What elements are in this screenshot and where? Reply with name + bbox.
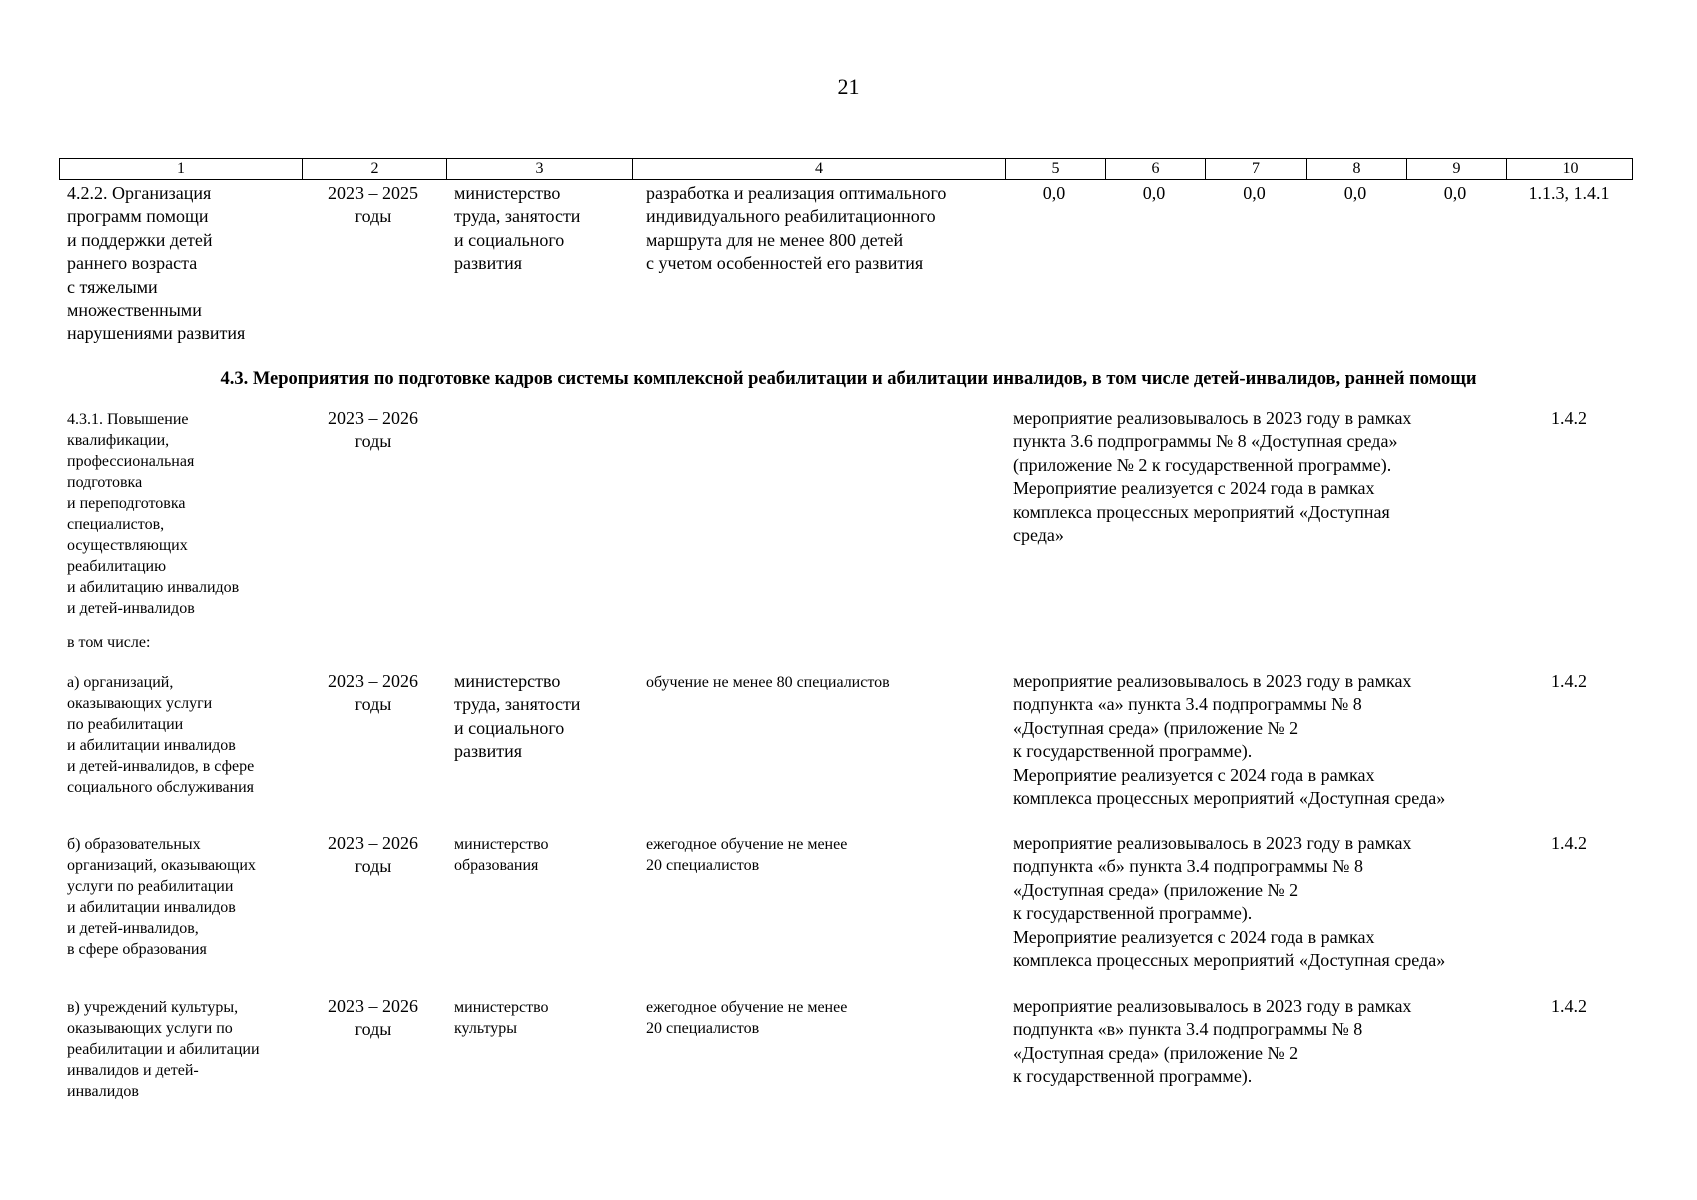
row-422-result: разработка и реализация оптимального индивидуального реабилитационного маршрута для не менее 800 детей с учетом особенностей его развития [646,183,947,274]
column-number-header [59,158,1633,180]
row-431-period: 2023 – 2026 годы [328,408,418,452]
row-431-col10: 1.4.2 [1551,408,1587,428]
row-b-col10: 1.4.2 [1551,833,1587,853]
row-b-name: б) образовательных организаций, оказывающих услуги по реабилитации и абилитации инвалидов и детей-инвалидов, в сфере образования [67,836,256,958]
row-b-executor: министерство образования [454,836,549,874]
row-v-name: в) учреждений культуры, оказывающих услуги по реабилитации и абилитации инвалидов и детей- инвалидов [67,999,260,1100]
row-b-result: ежегодное обучение не менее 20 специалистов [646,836,848,874]
row-431-including: в том числе: [67,634,151,651]
row-a-period: 2023 – 2026 годы [328,671,418,715]
row-v-result: ежегодное обучение не менее 20 специалистов [646,999,848,1037]
column-number-7: 7 [1205,159,1306,179]
row-422-col6: 0,0 [1142,183,1166,203]
row-v-col10: 1.4.2 [1551,996,1587,1016]
page-number: 21 [837,74,860,99]
row-422-col9: 0,0 [1443,183,1467,203]
row-431-name: 4.3.1. Повышение квалификации, профессиональная подготовка и переподготовка специалистов, осуществляющих реабилитацию и абилитацию инвалидов и детей-инвалидов [67,411,240,617]
row-a-note: мероприятие реализовывалось в 2023 году в рамках подпункта «а» пункта 3.4 подпрограммы № 8 «Доступная среда» (приложение № 2 к государственной программе). Мероприятие реализуется с 2024 года в рамках комплекса процессных мероприятий «Доступная среда» [1013,671,1446,809]
row-a-executor: министерство труда, занятости и социального развития [454,671,581,762]
row-422-col8: 0,0 [1343,183,1367,203]
column-number-4: 4 [632,159,1005,179]
row-b-note: мероприятие реализовывалось в 2023 году в рамках подпункта «б» пункта 3.4 подпрограммы № 8 «Доступная среда» (приложение № 2 к государственной программе). Мероприятие реализуется с 2024 года в рамках комплекса процессных мероприятий «Доступная среда» [1013,833,1446,971]
column-number-2: 2 [302,159,446,179]
column-number-5: 5 [1005,159,1105,179]
row-431-note: мероприятие реализовывалось в 2023 году в рамках пункта 3.6 подпрограммы № 8 «Доступная среда» (приложение № 2 к государственной программе). Мероприятие реализуется с 2024 года в рамках комплекса процессных мероприятий «Доступная среда» [1013,408,1412,546]
row-a-name: а) организаций, оказывающих услуги по реабилитации и абилитации инвалидов и детей-инвалидов, в сфере социального обслуживания [67,674,255,796]
row-422-name: 4.2.2. Организация программ помощи и поддержки детей раннего возраста с тяжелыми множественными нарушениями развития [67,183,246,344]
row-b-period: 2023 – 2026 годы [328,833,418,877]
column-number-3: 3 [446,159,632,179]
row-a-result: обучение не менее 80 специалистов [646,674,890,691]
column-number-8: 8 [1306,159,1406,179]
row-v-executor: министерство культуры [454,999,549,1037]
row-422-col10: 1.1.3, 1.4.1 [1528,183,1610,203]
column-number-6: 6 [1105,159,1205,179]
column-number-1: 1 [177,160,185,177]
row-v-note: мероприятие реализовывалось в 2023 году в рамках подпункта «в» пункта 3.4 подпрограммы № 8 «Доступная среда» (приложение № 2 к государственной программе). [1013,996,1412,1087]
row-422-period: 2023 – 2025 годы [328,183,418,227]
row-v-period: 2023 – 2026 годы [328,996,418,1040]
section-43-title: 4.3. Мероприятия по подготовке кадров системы комплексной реабилитации и абилитации инвалидов, в том числе детей-инвалидов, ранней помощи [220,369,1477,389]
row-422-executor: министерство труда, занятости и социального развития [454,183,581,274]
row-422-col7: 0,0 [1243,183,1266,203]
row-a-col10: 1.4.2 [1551,671,1587,691]
column-number-9: 9 [1406,159,1506,179]
column-number-10: 10 [1506,159,1634,179]
row-422-col5: 0,0 [1042,183,1066,203]
